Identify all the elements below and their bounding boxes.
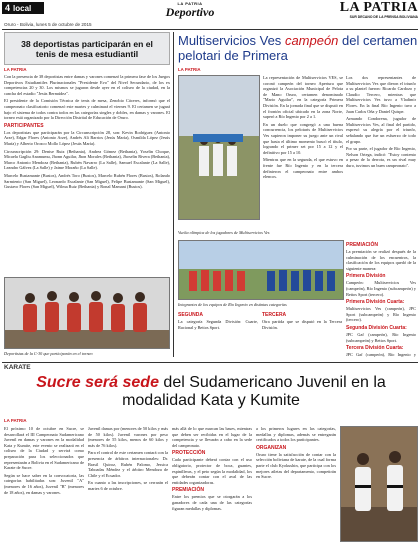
story-tenis-paragraph: Con la presencia de 38 deportistas entre damas y varones comenzó la primera fase de los Juegos Deportivos Estudiantiles Plurinacionales "Presidente Evo" del Nivel Secundario, de los ex competencias 20 y 30. Los mismos se jugaron desde ayer en el coliseo de la ciudad, en la cancha del estadio "Jesús Bermúdez". [4,74,170,96]
story-pelota-paragraph: Otra partida que se disputó en la Tercera División. [262,319,342,330]
photo-pelota-teams [178,240,344,300]
story-pelota-text [263,75,343,223]
photo-tenis-team [4,277,170,349]
story-pelota-subheading: SEGUNDA [178,312,204,318]
story-pelota-paragraph: JPC Gaf (campeón), Río Ingenio y [346,352,416,358]
story-pelota-title-pre: Multiservicios Ves [178,33,282,48]
story-tenis-headline: 38 deportistas participarán en el tenis de mesa estudiantil [4,32,170,65]
story-karate-paragraph: Para el control de este certamen contará con la presencia de árbitros internacionales: Dr. Brasil Quiroz, Rubén Palomo, Jessica Taboadas Méndez y el árbitro Mendoza de Chile y el Ecuador. [88,450,168,478]
story-tenis-paragraph: Circunscripción 29: Denise Ruiz (Bethania), Andrea Gómez (Bethania), Yoselin Choque, Micaela Gagliu Anamumu, Jhonn Aguilar, Jhon Morales (Bethania), Jhoselin Rivera (Bethania), Marco Antonio Mendoza (Bethania), Rubén Navarro (La Salle), Samuel Escalante (La Salle), Leandro Gálvez (La Salle) y Jaime Moraño (La Salle). [4,148,170,171]
section-number: 4 [5,3,11,13]
story-pelota-paragraph: Mientras que en la segunda, el que estuvo en frente fue Río Ingenio y en la tercera definieron el campeonato entre ambos elencos. [263,157,343,180]
story-karate-paragraph: Entre los premios que se otorgarán a los ganadores de cada una de las categorías figuran medallas y diplomas. [172,494,252,511]
section-label-karate: KARATE [4,364,31,371]
story-karate-subheading: PROTECCIÓN [172,450,206,457]
story-karate-paragraph: El próximo 10 de octubre en Sucre, se desarrollará el III Campeonato Sudamericano Juvenil en damas y varones en la modalidad Kata y Kumite, este evento se realizará en el coliseo de la Ciudad y servirá como preparación para los seleccionados que representarán a Bolivia en el Sudamericano de Karate de Sucre. [4,426,84,471]
story-karate-subheading: PREMIACIÓN [172,487,204,494]
story-karate-paragraph: Oruro tiene la satisfacción de contar con la selección boliviana de karate, de la cual forma parte el club Kyokushin, que participa con los mejores atletas del departamento, competirán en Sucre. [256,451,336,480]
story-pelota-subheading: TERCERA [262,312,287,318]
story-pelota-paragraph: Por su parte, el jugador de Río Ingenio, Nelson Ortega, indicó: "Estoy contento a pesar de la derrota, es un rival muy duro, tuvimos un buen campeonato". [346,146,416,168]
story-karate-subheading: ORGANIZAN [256,444,287,451]
story-pelota-col3 [346,75,416,235]
photo-tenis-team-image [5,278,170,349]
photo-pelota-lap-image [179,76,260,220]
deportivo-logo-main: Deportivo [165,5,215,19]
story-tenis-paragraph: Marcelo Bustamante (Bustos), Andrés Toro (Bustos), Marcelo Rubén Flores (Bustos), Rolando Sarmiento (San Miguel), Leonardo Escalante (San Miguel), Felipe Bustamante (San Miguel), Gustavo Flores (San Miguel), Wilma Ruiz (Bethania) y Ronal Mamani (Bustos). [4,172,170,190]
story-pelota-paragraph: En un duelo que congregó a una buena concurrencia, los pelotaris de Multiservicios Ves supieron imponer su juego ante un rival que hasta el último momento buscó el título, logrando el primer set por 15 a 12 y el definitivo por 15 a 10. [263,121,343,155]
story-pelota-paragraph: La premiación se realizó después de la culminación de los encuentros, la clasificación de los equipos quedó de la siguiente manera: [346,249,416,271]
story-karate-paragraph: más allá de lo que marcan las bases, mientras que deben ser recibidas en el lugar de la competencia y se llevarán a cabo en la sede del campeonato. [172,426,252,448]
story-tenis-paragraph: El presidente de la Comisión Técnica de tenis de mesa, Zenobio Cáceres, informó que el campeonato clasificatorio comenzó este martes y culminará el viernes 9. El certamen se jugará bajo el sistema de todos contra todos en las categorías singles y dobles, en damas y varones. El torneo está organizado por la Dirección Distrital de Educación de Oruro. [4,98,170,121]
photo-karate-image [341,427,418,542]
story-pelota-paragraph: Multiservicios Ves (campeón), JPC Sport (subcampeón) y Río Ingenio (tercero). [346,306,416,323]
story-pelota-subheading: Segunda División Cuarta: [346,324,407,331]
dateline: Oruro - Bolivia, lunes 5 de octubre de 2015 [4,22,92,27]
story-karate-headline [4,374,418,410]
story-pelota-paragraph: Armando Condorena, jugador de Multiservicios Ves, al final del partido, expresó su alegría por el triunfo, señalando que fue un esfuerzo de todo el grupo. [346,116,416,144]
photo-karate [340,426,418,542]
story-pelota-paragraph: Campeón: Multiservicios Ves (campeón), Río Ingenio (subcampeón) y Bettos Sport (tercero). [346,280,416,297]
story-pelota-paragraph: La categoría Segunda División: Cuarte, Racional y Bettos Sport. [178,319,258,330]
story-pelota-title-red: campeón [284,33,339,48]
story-tenis-subheading: PARTICIPANTES [4,122,44,129]
story-karate-col1 [4,426,84,544]
masthead-rule [2,29,418,30]
story-pelota-lower [178,310,258,358]
story-karate-paragraph: En cuanto a las inscripciones, se cerrarán el martes 6 de octubre. [88,480,168,491]
section-label: local [13,3,32,13]
story-karate-paragraph: Según se hace saber en la convocatoria, las categorías habilitadas son: Juvenil "A" (menores de 16 años), Juvenil "B" (menores de 18 años), en damas y varones. [4,472,84,495]
deportivo-logo [155,1,225,21]
photo-pelota-lap-caption: Vuelta olímpica de los jugadores de Multiservicios Ves [178,230,270,235]
story-tenis-paragraph: Los deportistas que participarán por la Circunscripción 28, son: Kevin Rodríguez (Antonio Arze), Edgar Flores (Antonio Arze), Andrés Ali Barrios (Jesús María), Osmilda López (Jesús María) y Alberto Orozco Mollo López (Jesús María). [4,129,170,146]
photo-pelota-teams-caption: Integrantes de los equipos de Río Ingenio en distintas categorías [178,302,287,307]
story-karate-col3 [172,426,252,544]
story-karate-paragraph: Juvenil damas por (menores de 50 kilos y más de 50 kilos). Juvenil varones por peso (menores de 55 kilos, menos de 60 kilos y más de 76 kilos). [88,426,168,448]
vertical-divider [173,32,174,357]
story-karate-col2 [88,426,168,544]
karate-rule [2,362,418,363]
story-pelota-results [346,240,416,358]
story-pelota-paragraph: La representación de Multiservicios VES, se coronó campeón del torneo Apertura que organizó la Asociación Municipal de Pelota de Mano Oruro, certamen denominado "Mario Aguilar", en la categoría Primera División. En la jornada final que se disputó en el frontón oficial ubicado en la zona Norte, superó a Río Ingenio por 2 a 1. [263,75,343,120]
la-patria-tagline: SUR DECANO DE LA PRENSA BOLIVIANA [349,15,418,19]
story-pelota-source: LA PATRIA [178,67,201,72]
la-patria-logo-text: LA PATRIA [339,0,418,15]
story-karate-col4 [256,426,336,544]
story-tenis-source: LA PATRIA [4,67,27,72]
story-pelota-headline [178,33,418,63]
story-karate-paragraph: Cada participante deberá contar con el uso obligatorio, protector de boca, guantes, espinilleras, y el peto según la modalidad, los que deberán contar con el aval de las entidades organizadoras. [172,457,252,485]
story-karate-paragraph: a los primeros lugares en las categorías, medallas y diplomas, además se entregarán certificados a todos los participantes. [256,426,336,443]
story-pelota-paragraph: JPC Gaf (campeón), Río Ingenio (subcampeón) y Bettos Sport. [346,331,416,343]
story-karate-title-red: Sucre será sede [36,374,159,391]
la-patria-logo [312,1,418,19]
story-pelota-subheading: Tercera División Cuarta: [346,345,404,352]
deportivo-logo-small: LA PATRIA [177,1,203,6]
photo-pelota-teams-image [179,241,344,300]
section-tab [2,2,44,14]
story-pelota-subheading: PREMIACIÓN [346,242,378,248]
story-karate-source: LA PATRIA [4,418,27,423]
story-karate-title-rest: del Sudamericano Juvenil en la modalidad Kata y Kumite [122,374,386,409]
story-pelota-subheading: Primera División [346,273,386,280]
story-pelota-title-post: del certamen pelotari de Primera [178,33,418,63]
photo-pelota-lap [178,75,260,220]
story-pelota-subheading: Primera División Cuarta: [346,299,405,306]
photo-tenis-caption: Deportistas de la C-30 que participarán en el torneo [4,351,93,356]
story-pelota-lower-2 [262,310,342,358]
story-pelota-paragraph: Los dos representantes de Multiservicios Ves que dieron el triunfo a su plantel fueron: Ricardo Cardozo y Claudio Tercero, mientras que Multiservicios Ves tuvo a Vladimir Flores. En la final Río Ingenio tuvo a Juan Carlos Oña y Daniel Quispe. [346,75,416,114]
